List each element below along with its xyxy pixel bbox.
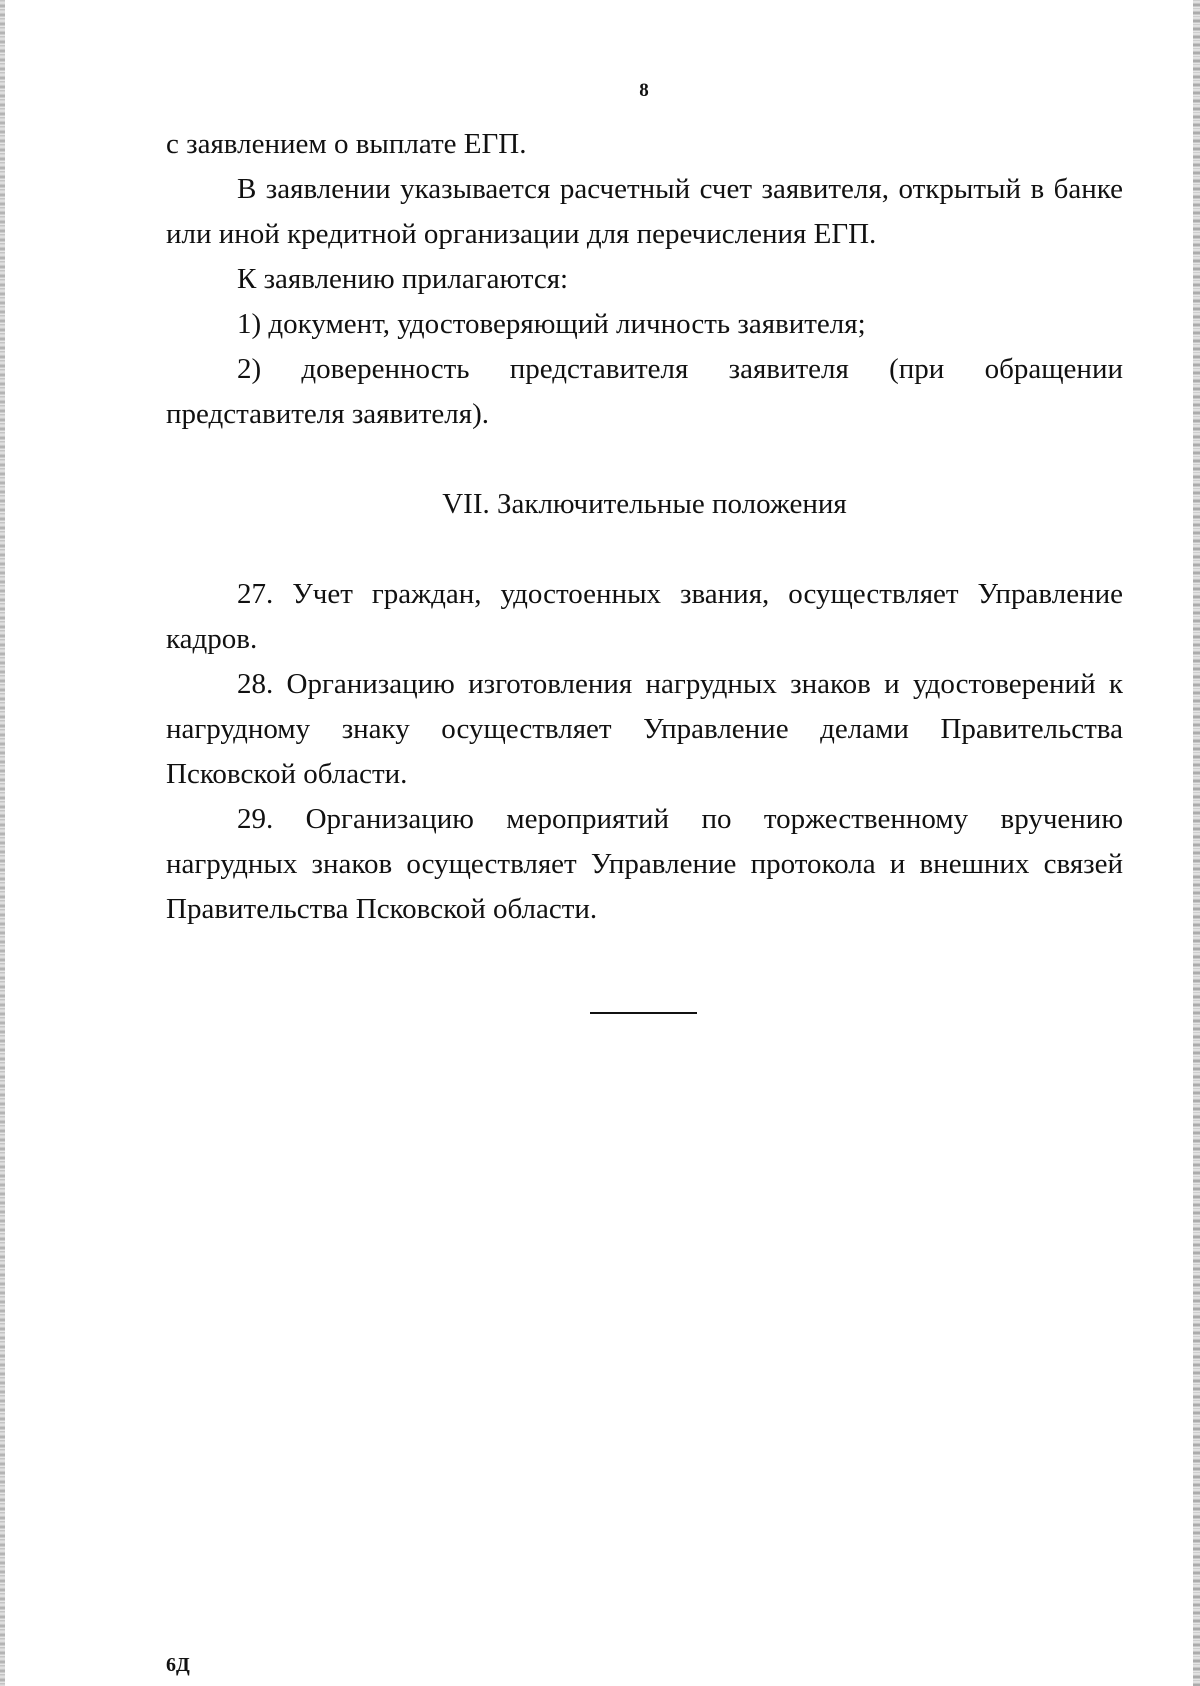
document-body: [166, 122, 1123, 932]
paragraph-27: 27. Учет граждан, удостоенных звания, осуществляет Управление кадров.: [166, 578, 1123, 655]
paragraph-bank-account: В заявлении указывается расчетный счет заявителя, открытый в банке или иной кредитной организации для перечисления ЕГП.: [166, 173, 1123, 250]
paragraph-29: 29. Организацию мероприятий по торжественному вручению нагрудных знаков осуществляет Управление протокола и внешних связей Правительства Псковской области.: [166, 803, 1123, 925]
list-item-power-of-attorney: 2) доверенность представителя заявителя (при обращении представителя заявителя).: [166, 353, 1123, 430]
list-item-identity-document: 1) документ, удостоверяющий личность заявителя;: [237, 308, 866, 340]
end-of-document-rule: [590, 1012, 697, 1014]
page-number: 8: [639, 80, 649, 101]
scan-edge-right: [1193, 0, 1200, 1686]
footer-code: 6Д: [166, 1654, 190, 1676]
paragraph-attachments-intro: К заявлению прилагаются:: [237, 263, 569, 295]
section-heading: VII. Заключительные положения: [442, 488, 847, 520]
scan-edge-left: [0, 0, 5, 1686]
paragraph-continuation: с заявлением о выплате ЕГП.: [166, 128, 527, 160]
paragraph-28: 28. Организацию изготовления нагрудных знаков и удостоверений к нагрудному знаку осуществляет Управление делами Правительства Псковской области.: [166, 668, 1123, 790]
